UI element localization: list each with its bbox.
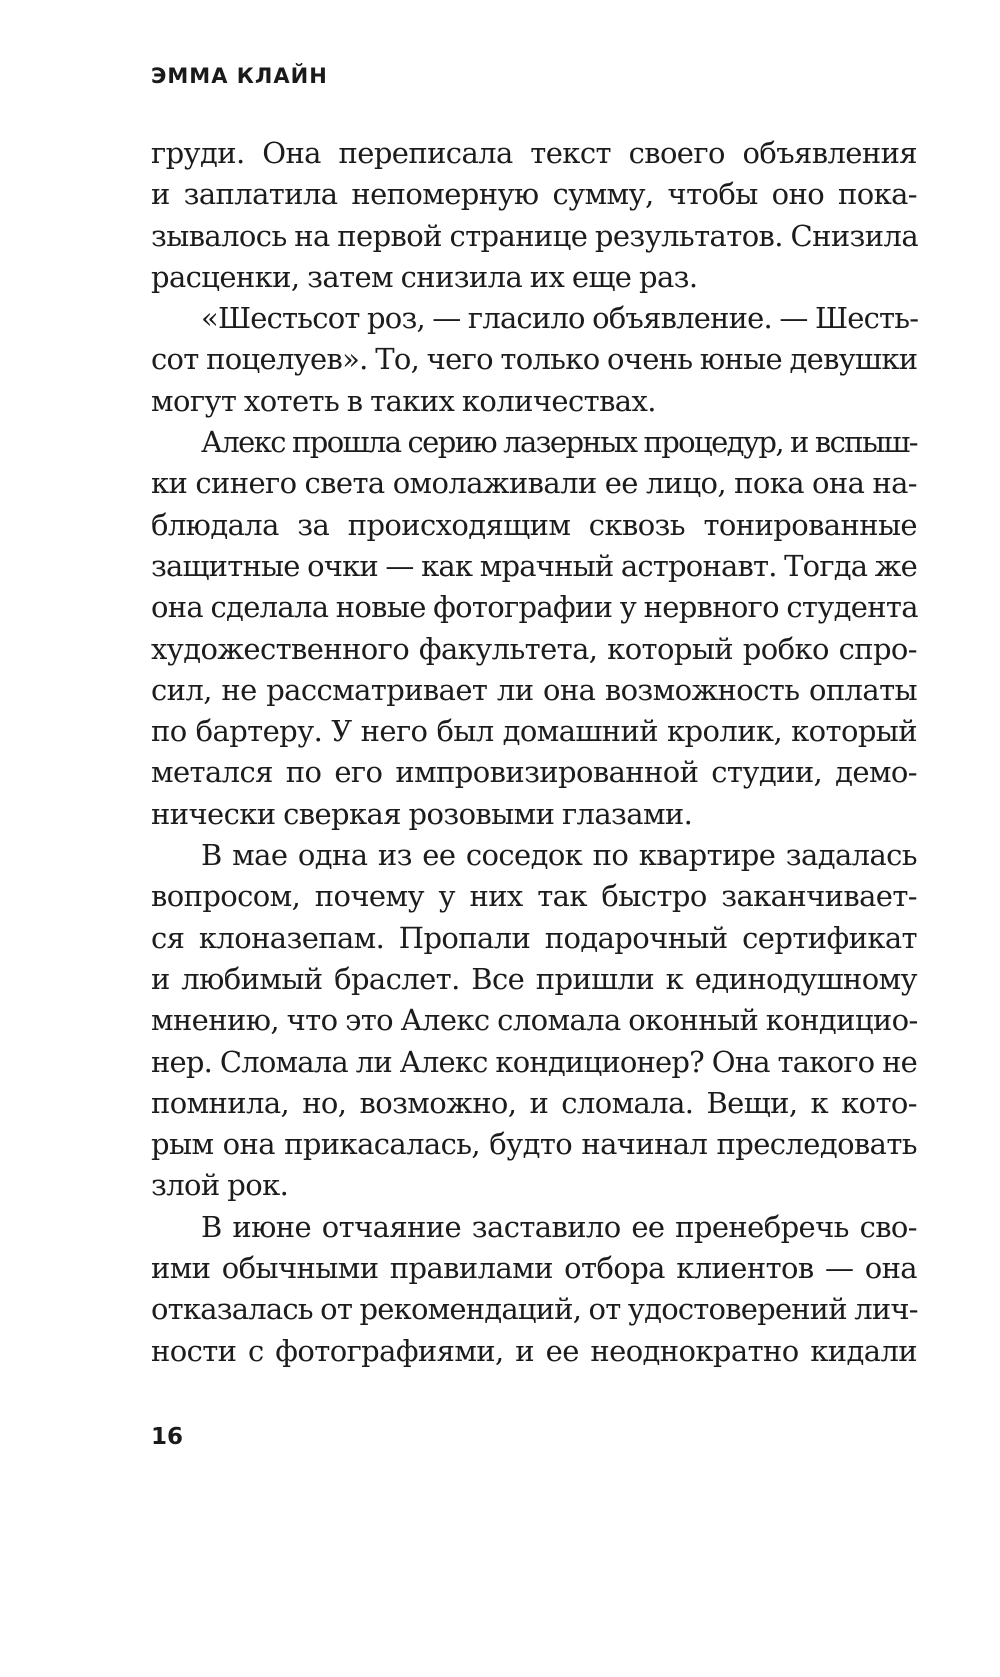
- text-line: и любимый браслет. Все пришли к единодушному: [151, 961, 917, 996]
- text-line: «Шестьсот роз, — гласило объявление. — Шесть-: [201, 301, 919, 336]
- text-line: отказалась от рекомендаций, от удостоверений лич-: [151, 1292, 918, 1327]
- text-line: В июне отчаяние заставило ее пренебречь сво-: [201, 1209, 917, 1244]
- text-line: рым она прикасалась, будто начинал преследовать: [151, 1127, 917, 1162]
- text-line: В мае одна из ее соседок по квартире задалась: [201, 838, 917, 873]
- text-line: помнила, но, возможно, и сломала. Вещи, к кото-: [151, 1085, 917, 1120]
- text-line: ими обычными правилами отбора клиентов — она: [151, 1251, 917, 1286]
- text-line: могут хотеть в таких количествах.: [151, 383, 656, 418]
- text-line: она сделала новые фотографии у нервного студента: [151, 590, 918, 625]
- text-line: злой рок.: [151, 1168, 289, 1203]
- text-line: ся клоназепам. Пропали подарочный сертификат: [151, 920, 917, 955]
- text-line: нер. Сломала ли Алекс кондиционер? Она такого не: [151, 1044, 917, 1079]
- text-line: ности с фотографиями, и ее неоднократно кидали: [151, 1333, 917, 1368]
- text-line: груди. Она переписала текст своего объявления: [151, 136, 917, 170]
- text-line: художественного факультета, который робко спро-: [151, 631, 917, 666]
- text-line: сил, не рассматривает ли она возможность оплаты: [151, 672, 917, 707]
- text-line: защитные очки — как мрачный астронавт. Тогда же: [151, 548, 917, 583]
- text-line: нически сверкая розовыми глазами.: [151, 796, 693, 831]
- text-line: мнению, что это Алекс сломала оконный кондицио-: [151, 1003, 918, 1038]
- text-line: ки синего света омолаживали ее лицо, пока она на-: [151, 466, 917, 501]
- text-line: расценки, затем снизила их еще раз.: [151, 259, 698, 294]
- body-text: [151, 133, 917, 1372]
- text-line: и заплатила непомерную сумму, чтобы оно пока-: [151, 177, 917, 212]
- text-line: по бартеру. У него был домашний кролик, который: [151, 714, 917, 749]
- text-line: блюдала за происходящим сквозь тонированные: [151, 507, 917, 542]
- text-line: вопросом, почему у них так быстро заканчивает-: [151, 879, 917, 914]
- text-line: зывалось на первой странице результатов. Снизила: [151, 218, 919, 253]
- text-line: метался по его импровизированной студии, демо-: [151, 755, 917, 790]
- text-line: сот поцелуев». То, чего только очень юные девушки: [151, 342, 918, 377]
- page-number: 16: [151, 1424, 184, 1450]
- text-line: Алекс прошла серию лазерных процедур, и вспыш-: [201, 425, 917, 460]
- running-head-author: ЭММА КЛАЙН: [151, 64, 328, 88]
